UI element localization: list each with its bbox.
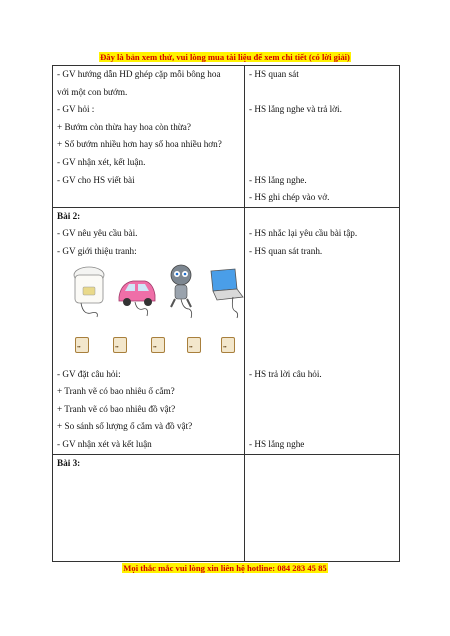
text-line: + Bướm còn thừa hay hoa còn thừa? [57, 121, 191, 132]
text-line: - GV giới thiệu tranh: [57, 245, 137, 256]
student-cell [245, 454, 400, 561]
student-cell [245, 207, 400, 454]
text-line: - GV đặt câu hỏi: [57, 368, 121, 379]
lesson-table [52, 65, 400, 562]
exercise-heading: Bài 3: [57, 457, 81, 468]
student-cell [245, 66, 400, 208]
text-line: - GV nêu yêu cầu bài. [57, 228, 138, 239]
text-line: - HS trả lời câu hỏi. [249, 368, 322, 379]
text-line: + So sánh số lượng ổ cắm và đồ vật? [57, 421, 193, 432]
socket-icon [187, 337, 201, 353]
text-line: - HS lắng nghe [249, 438, 305, 449]
illustration [57, 261, 244, 366]
pink-car-picture [115, 269, 159, 317]
table-row [53, 454, 400, 561]
text-line: - HS quan sát tranh. [249, 245, 323, 256]
rice-cooker-picture [69, 263, 109, 318]
teacher-cell [53, 207, 245, 454]
laptop-picture [205, 267, 245, 319]
text-line: - GV hỏi : [57, 104, 95, 115]
text-line: - HS lắng nghe. [249, 174, 307, 185]
socket-icon [151, 337, 165, 353]
text-line: + Số bướm nhiều hơn hay số hoa nhiều hơn? [57, 139, 222, 150]
teacher-cell [53, 454, 245, 561]
text-line: - GV cho HS viết bài [57, 174, 135, 185]
bottom-banner: Mọi thắc mắc vui lòng xin liên hệ hotline: 084 283 45 85 [123, 563, 327, 573]
socket-icon [221, 337, 235, 353]
table-row [53, 66, 400, 208]
text-line: - GV hướng dẫn HD ghép cặp mỗi bông hoa [57, 69, 221, 79]
text-line: với một con bướm. [57, 86, 128, 97]
socket-icon [75, 337, 89, 353]
table-row [53, 207, 400, 454]
text-line: - GV nhận xét và kết luận [57, 438, 152, 449]
robot-picture [165, 263, 197, 319]
exercise-heading: Bài 2: [57, 210, 81, 221]
text-line: + Tranh vẽ có bao nhiêu đồ vật? [57, 403, 176, 414]
text-line: - HS lắng nghe và trả lời. [249, 104, 342, 115]
text-line: - HS nhắc lại yêu cầu bài tập. [249, 228, 358, 239]
text-line: - GV nhận xét, kết luận. [57, 156, 146, 167]
text-line: + Tranh vẽ có bao nhiêu ổ cắm? [57, 386, 175, 397]
top-banner: Đây là bản xem thử, vui lòng mua tài liệu để xem chi tiết (có lời giải) [100, 52, 350, 62]
text-line: - HS ghi chép vào vở. [249, 192, 330, 203]
teacher-cell [53, 66, 245, 208]
text-line: - HS quan sát [249, 69, 299, 79]
socket-icon [113, 337, 127, 353]
